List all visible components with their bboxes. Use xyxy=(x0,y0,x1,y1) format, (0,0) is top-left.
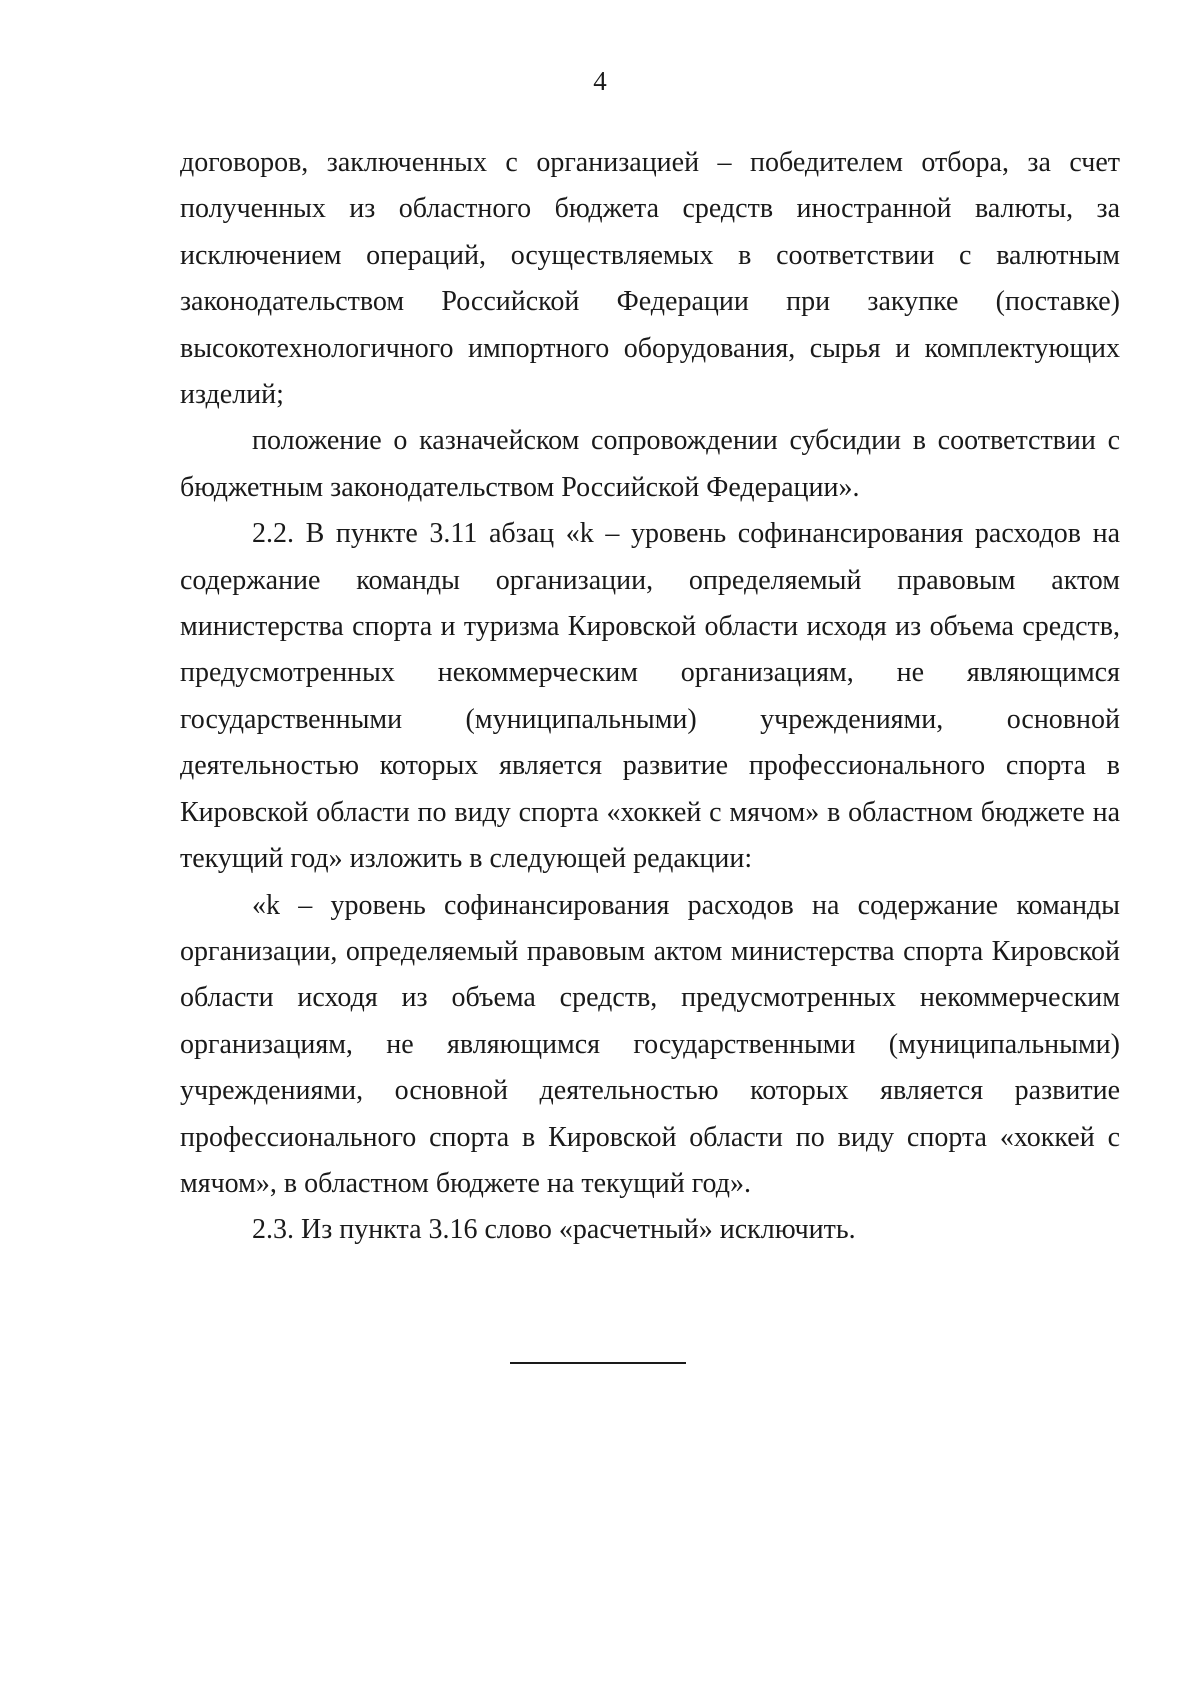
paragraph-2-3: 2.3. Из пункта 3.16 слово «расчетный» исключить. xyxy=(252,1214,856,1246)
document-body xyxy=(180,140,1120,1254)
paragraph-2-2: 2.2. В пункте 3.11 абзац «k – уровень софинансирования расходов на содержание команды организации, определяемый правовым актом министерства спорта и туризма Кировской области исходя из объема средств, предусмотренных некоммерческим организациям, не являющимся государственными (муниципальными) учреждениями, основной деятельностью которых является развитие профессионального спорта в Кировской области по виду спорта «хоккей с мячом» в областном бюджете на текущий год» изложить в следующей редакции: xyxy=(180,518,1120,875)
paragraph-treasury-support: положение о казначейском сопровождении субсидии в соответствии с бюджетным законодательством Российской Федерации». xyxy=(180,425,1120,503)
paragraph-k-definition: «k – уровень софинансирования расходов на содержание команды организации, определяемый правовым актом министерства спорта Кировской области исходя из объема средств, предусмотренных некоммерческим организациям, не являющимся государственными (муниципальными) учреждениями, основной деятельностью которых является развитие профессионального спорта в Кировской области по виду спорта «хоккей с мячом», в областном бюджете на текущий год». xyxy=(180,889,1120,1199)
paragraph-continuation: договоров, заключенных с организацией – победителем отбора, за счет полученных из областного бюджета средств иностранной валюты, за исключением операций, осуществляемых в соответствии с валютным законодательством Российской Федерации при закупке (поставке) высокотехнологичного импортного оборудования, сырья и комплектующих изделий; xyxy=(180,147,1120,411)
page-number: 4 xyxy=(593,66,607,96)
end-of-document-rule xyxy=(510,1362,686,1364)
